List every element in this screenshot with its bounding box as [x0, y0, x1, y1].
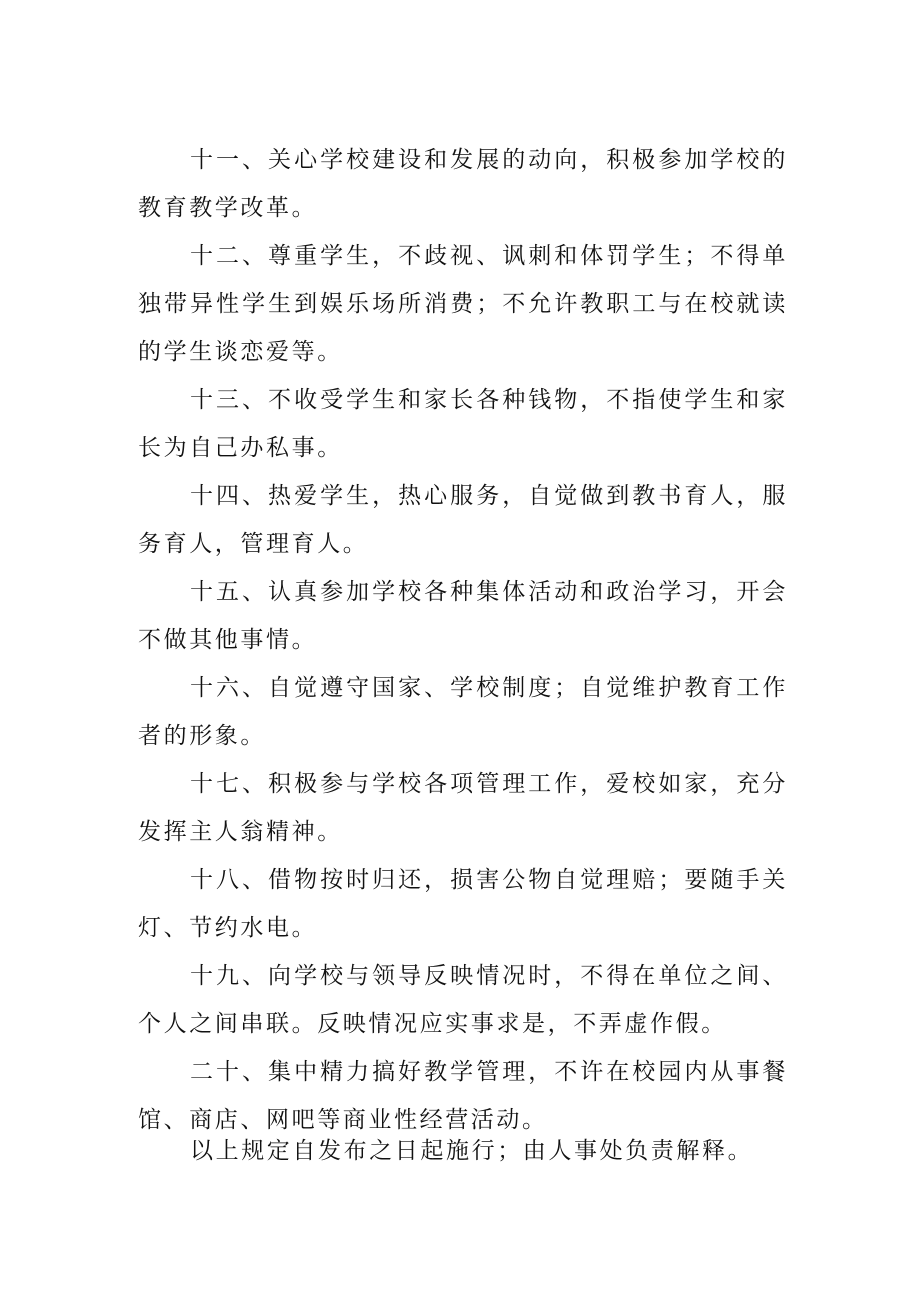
rule-paragraph-11: 十一、关心学校建设和发展的动向，积极参加学校的教育教学改革。: [138, 147, 788, 221]
rule-paragraph-17: 十七、积极参与学校各项管理工作，爱校如家，充分发挥主人翁精神。: [138, 771, 788, 845]
rule-paragraph-19: 十九、向学校与领导反映情况时，不得在单位之间、个人之间串联。反映情况应实事求是，不弄虚作假。: [138, 963, 788, 1037]
rule-paragraph-18: 十八、借物按时归还，损害公物自觉理赔；要随手关灯、节约水电。: [138, 867, 788, 941]
closing-statement: 以上规定自发布之日起施行；由人事处负责解释。: [190, 1138, 754, 1164]
rule-paragraph-13: 十三、不收受学生和家长各种钱物，不指使学生和家长为自己办私事。: [138, 387, 788, 461]
rule-paragraph-20: 二十、集中精力搞好教学管理，不许在校园内从事餐馆、商店、网吧等商业性经营活动。: [138, 1059, 788, 1133]
rule-paragraph-12: 十二、尊重学生，不歧视、讽刺和体罚学生；不得单独带异性学生到娱乐场所消费；不允许教职工与在校就读的学生谈恋爱等。: [138, 243, 788, 365]
document-body: [138, 136, 788, 1168]
rule-paragraph-16: 十六、自觉遵守国家、学校制度；自觉维护教育工作者的形象。: [138, 675, 788, 749]
rule-paragraph-15: 十五、认真参加学校各种集体活动和政治学习，开会不做其他事情。: [138, 579, 788, 653]
rule-paragraph-14: 十四、热爱学生，热心服务，自觉做到教书育人，服务育人，管理育人。: [138, 483, 788, 557]
